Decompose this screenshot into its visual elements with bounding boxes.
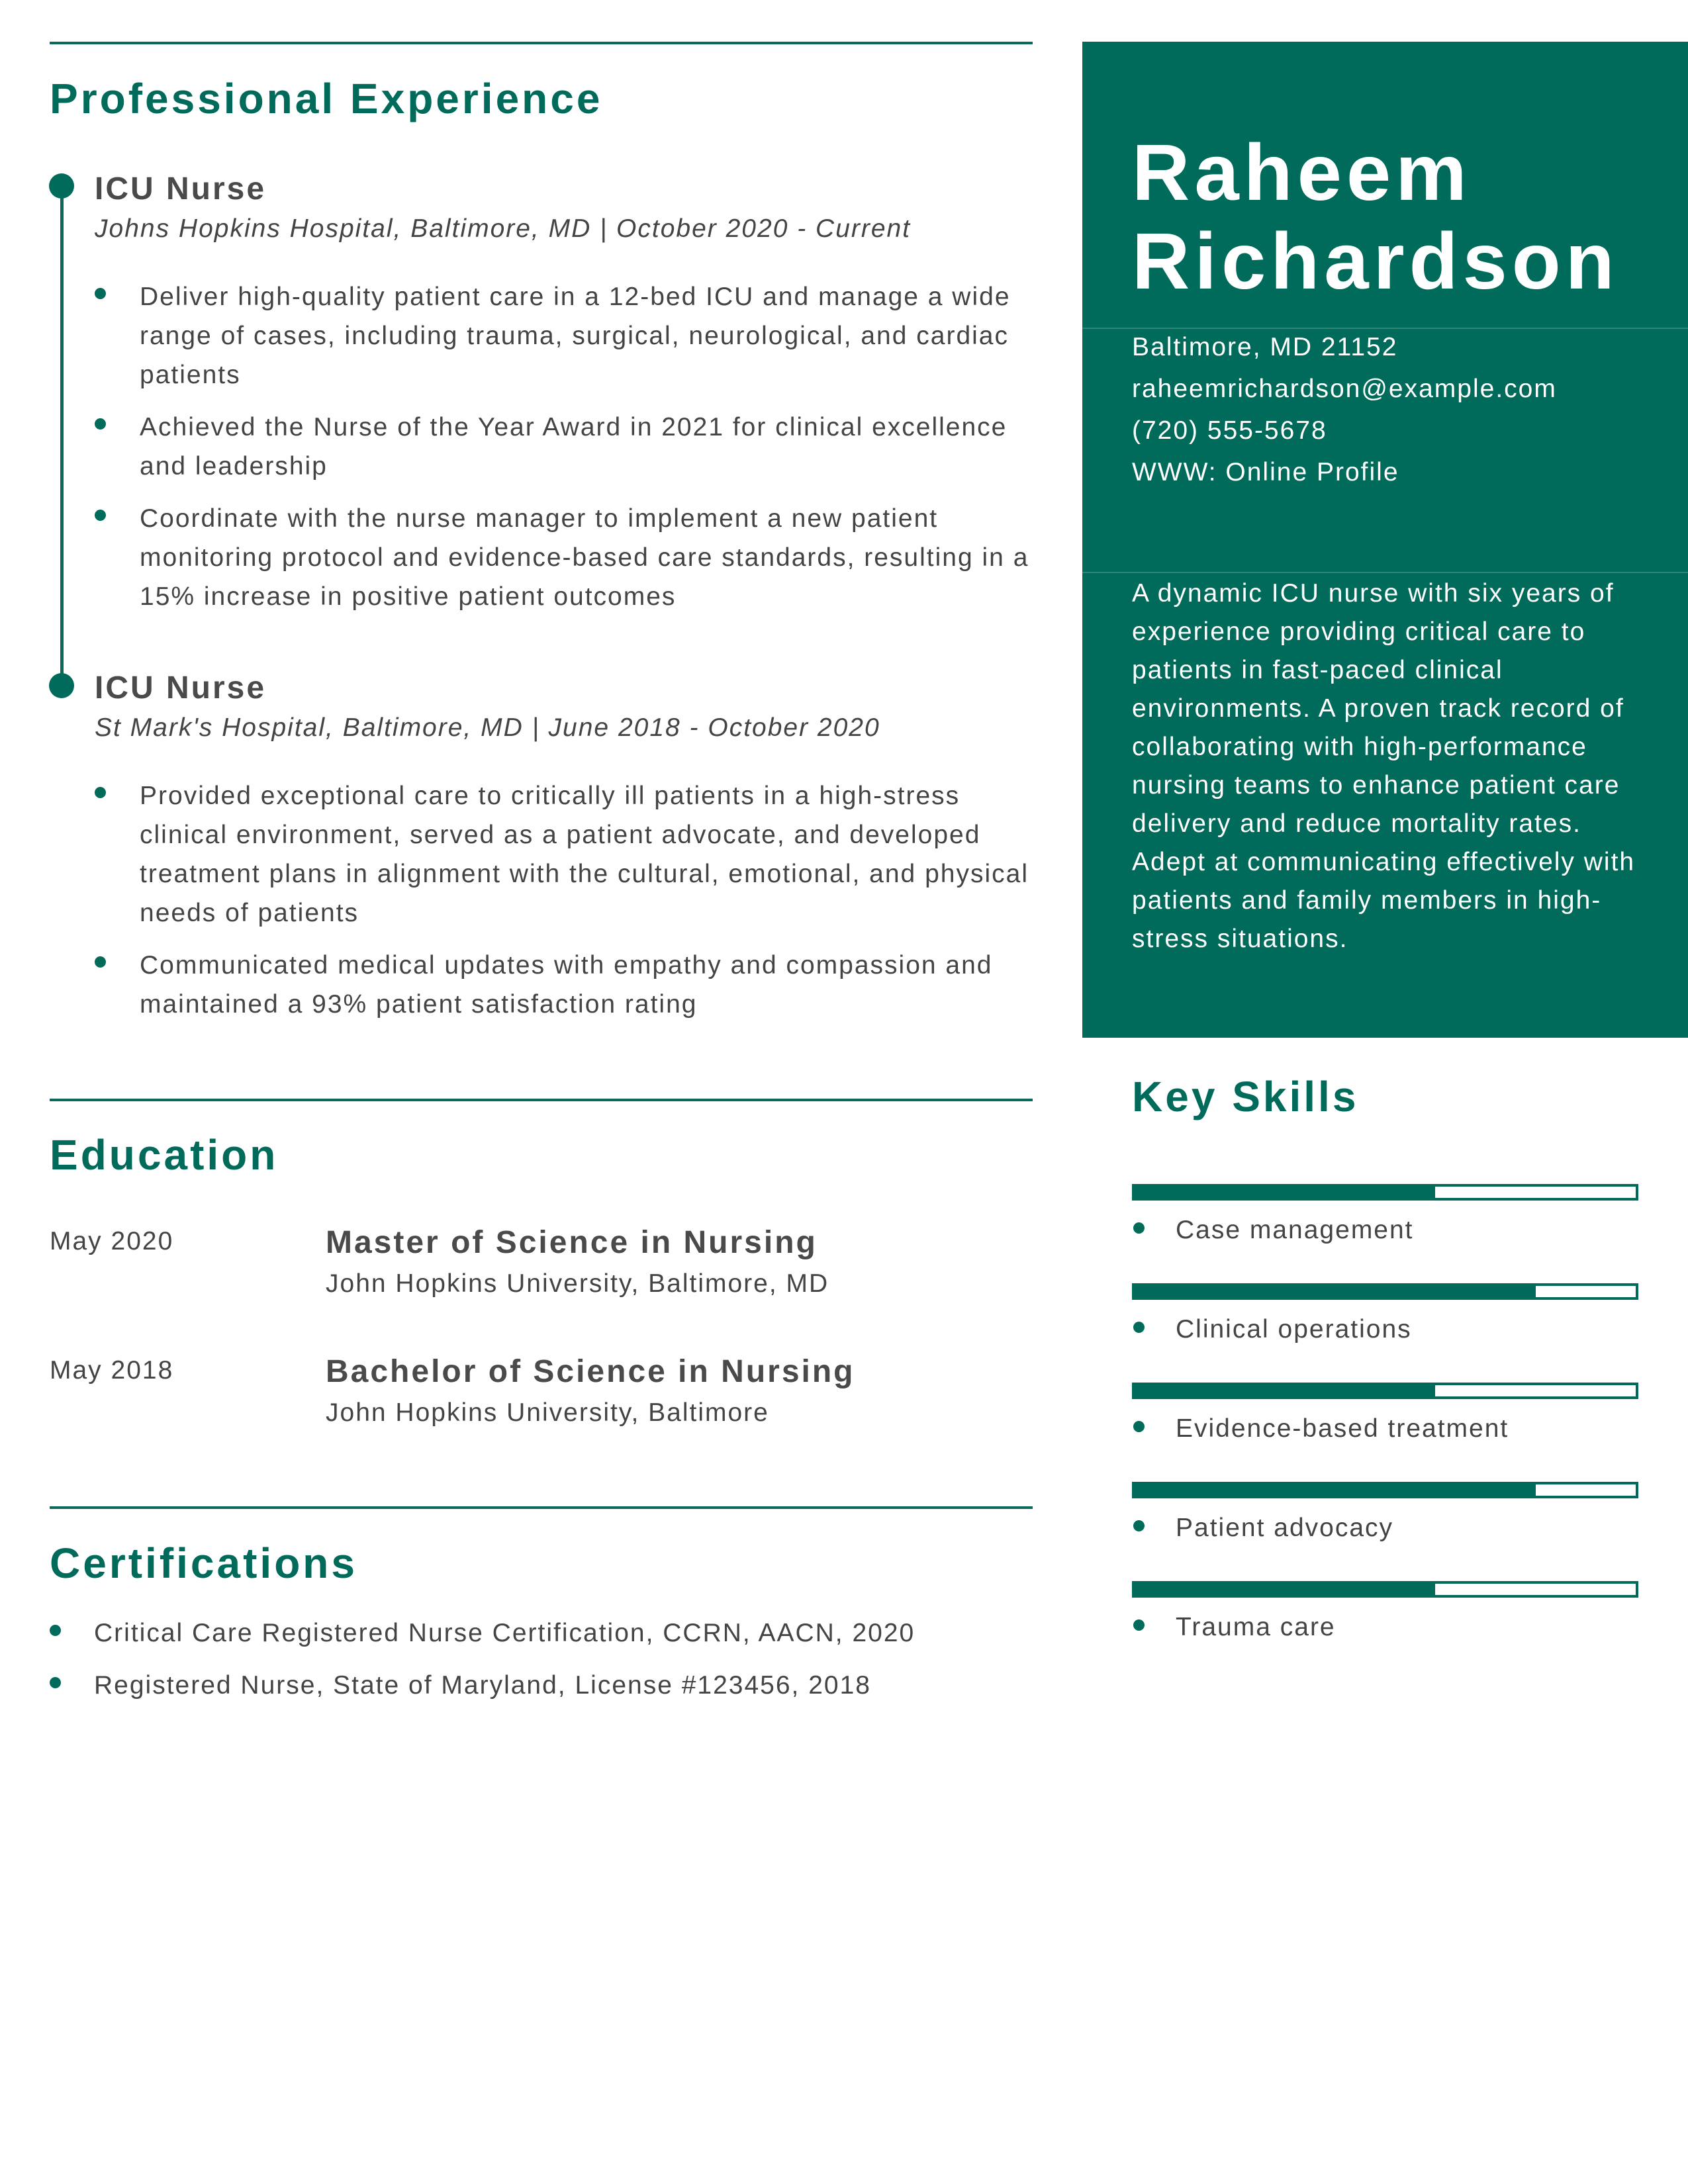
education-heading: Education [50, 1131, 279, 1179]
education-school: John Hopkins University, Baltimore [326, 1398, 769, 1427]
skill-label: Evidence-based treatment [1176, 1414, 1509, 1443]
skill-bar [1132, 1283, 1638, 1300]
timeline-dot [49, 673, 74, 698]
skill-fill [1135, 1484, 1536, 1496]
skill-item [1132, 1383, 1638, 1459]
contact-location: Baltimore, MD 21152 [1132, 333, 1398, 361]
job-meta: Johns Hopkins Hospital, Baltimore, MD | October 2020 - Current [95, 214, 912, 243]
job-bullet: Achieved the Nurse of the Year Award in 2021 for clinical excellence and leadership [95, 408, 1035, 486]
experience-heading: Professional Experience [50, 75, 603, 122]
contact-phone: (720) 555-5678 [1132, 416, 1327, 445]
job-bullets [95, 277, 1035, 616]
job-entry [95, 668, 1035, 1037]
certification-item: Registered Nurse, State of Maryland, License #123456, 2018 [50, 1666, 1033, 1705]
certifications-list [50, 1614, 1033, 1718]
skill-item [1132, 1581, 1638, 1657]
header-panel [1082, 42, 1688, 1038]
skills-heading: Key Skills [1132, 1073, 1359, 1120]
certifications-heading: Certifications [50, 1539, 357, 1587]
education-degree: Master of Science in Nursing [326, 1225, 818, 1260]
education-degree: Bachelor of Science in Nursing [326, 1354, 855, 1389]
skill-bar [1132, 1383, 1638, 1399]
job-title: ICU Nurse [95, 171, 267, 206]
contact-email[interactable]: raheemrichardson@example.com [1132, 375, 1557, 403]
certifications-top-rule [50, 1506, 1033, 1509]
job-bullet: Provided exceptional care to critically ill patients in a high-stress clinical environment, served as a patient advocate, and developed treatment plans in alignment with the cultural, emotional, and physical needs of patients [95, 776, 1035, 933]
summary: A dynamic ICU nurse with six years of experience providing critical care to patients in fast-paced clinical environments. A proven track record of collaborating with high-performance nursing teams to enhance patient care delivery and reduce mortality rates. Adept at communicating effectively with patients and family members in high-stress situations. [1132, 579, 1636, 953]
skill-fill [1135, 1385, 1435, 1396]
skill-item [1132, 1184, 1638, 1260]
skill-bar [1132, 1482, 1638, 1498]
certification-item: Critical Care Registered Nurse Certification, CCRN, AACN, 2020 [50, 1614, 1033, 1653]
education-date: May 2020 [50, 1227, 174, 1255]
skill-fill [1135, 1187, 1435, 1198]
name-last: Richardson [1132, 216, 1619, 306]
candidate-name [1132, 128, 1619, 305]
skill-fill [1135, 1584, 1435, 1595]
contact-block [1132, 326, 1557, 493]
education-date: May 2018 [50, 1356, 174, 1385]
job-bullet: Coordinate with the nurse manager to implement a new patient monitoring protocol and evidence-based care standards, resulting in a 15% increase in positive patient outcomes [95, 499, 1035, 616]
job-bullets [95, 776, 1035, 1024]
bullet-dot-icon [1133, 1520, 1145, 1531]
header-divider [1082, 572, 1688, 573]
bullet-dot-icon [1133, 1421, 1145, 1432]
bullet-dot-icon [1133, 1222, 1145, 1234]
skill-label: Case management [1176, 1216, 1414, 1244]
skill-bar [1132, 1581, 1638, 1598]
bullet-dot-icon [1133, 1619, 1145, 1631]
job-entry [95, 169, 1035, 629]
skill-fill [1135, 1286, 1536, 1297]
skill-item [1132, 1283, 1638, 1359]
skill-label: Clinical operations [1176, 1315, 1412, 1343]
skill-label: Patient advocacy [1176, 1514, 1394, 1542]
experience-top-rule [50, 42, 1033, 44]
timeline-line [60, 185, 64, 686]
education-school: John Hopkins University, Baltimore, MD [326, 1269, 829, 1298]
skill-bar [1132, 1184, 1638, 1201]
job-meta: St Mark's Hospital, Baltimore, MD | June 2018 - October 2020 [95, 713, 880, 742]
contact-website[interactable]: WWW: Online Profile [1132, 458, 1399, 486]
timeline-dot [49, 173, 74, 199]
job-bullet: Communicated medical updates with empathy and compassion and maintained a 93% patient satisfaction rating [95, 946, 1035, 1024]
bullet-dot-icon [1133, 1322, 1145, 1333]
skill-item [1132, 1482, 1638, 1558]
name-first: Raheem [1132, 127, 1472, 217]
job-title: ICU Nurse [95, 670, 267, 705]
skill-label: Trauma care [1176, 1613, 1336, 1641]
education-top-rule [50, 1099, 1033, 1101]
job-bullet: Deliver high-quality patient care in a 12-bed ICU and manage a wide range of cases, including trauma, surgical, neurological, and cardiac patients [95, 277, 1035, 394]
